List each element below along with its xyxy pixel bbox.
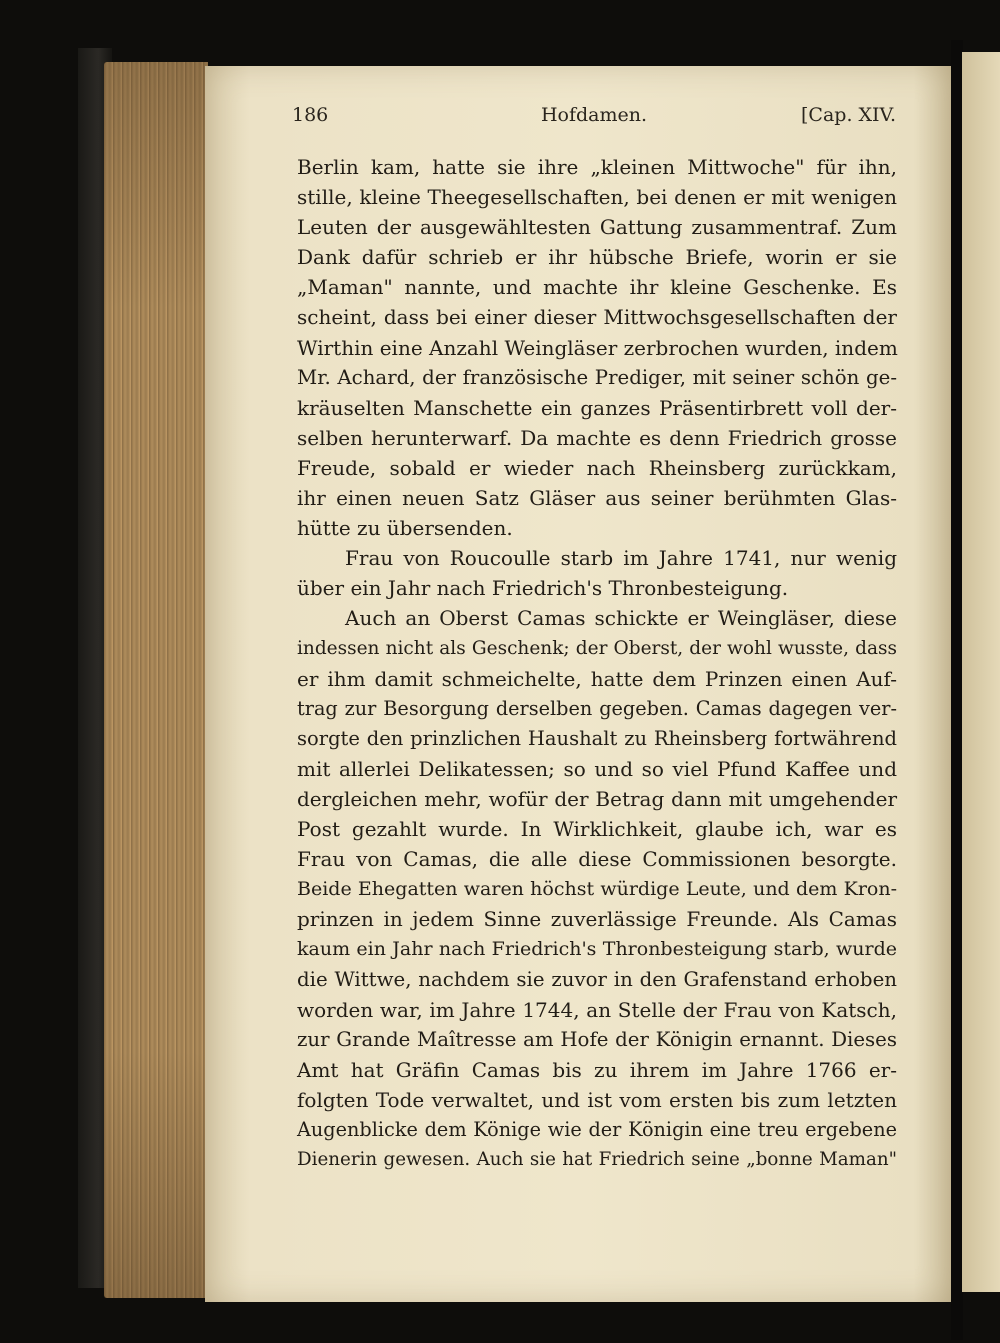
- text-line: selben herunterwarf. Da machte es denn Friedrich grosse: [297, 425, 897, 450]
- text-line: mit allerlei Delikatessen; so und so viel Pfund Kaffee und: [297, 756, 897, 781]
- text-line: die Wittwe, nachdem sie zuvor in den Grafenstand erhoben: [297, 967, 897, 991]
- text-line: zur Grande Maîtresse am Hofe der Königin ernannt. Dieses: [297, 1027, 897, 1051]
- text-line: dergleichen mehr, wofür der Betrag dann mit umgehender: [297, 786, 897, 811]
- running-title: Hofdamen.: [540, 104, 648, 126]
- text-line: hütte zu übersenden.: [297, 516, 513, 541]
- text-line: Amt hat Gräfin Camas bis zu ihrem im Jahre 1766 er-: [297, 1057, 897, 1082]
- text-line: kräuselten Manschette ein ganzes Präsentirbrett voll der-: [297, 395, 897, 420]
- text-line: Freude, sobald er wieder nach Rheinsberg zurückkam,: [297, 455, 897, 480]
- text-line: Dank dafür schrieb er ihr hübsche Briefe, worin er sie: [297, 245, 897, 270]
- text-line: Wirthin eine Anzahl Weingläser zerbrochen wurden, indem: [297, 335, 898, 360]
- text-line: trag zur Besorgung derselben gegeben. Camas dagegen ver-: [297, 696, 897, 720]
- facing-page-edge: [962, 52, 1000, 1292]
- page-number: 186: [292, 104, 329, 126]
- body-text: [297, 152, 897, 1175]
- text-line: Frau von Camas, die alle diese Commissionen besorgte.: [297, 847, 897, 872]
- text-line: „Maman" nannte, und machte ihr kleine Geschenke. Es: [297, 275, 897, 300]
- text-line: scheint, dass bei einer dieser Mittwochsgesellschaften der: [297, 305, 897, 330]
- text-line: kaum ein Jahr nach Friedrich's Thronbesteigung starb, wurde: [297, 938, 897, 961]
- page-edges: [104, 62, 208, 1298]
- text-line: worden war, im Jahre 1744, an Stelle der Frau von Katsch,: [297, 997, 897, 1022]
- text-line: über ein Jahr nach Friedrich's Thronbesteigung.: [297, 576, 789, 601]
- text-line: Augenblicke dem Könige wie der Königin eine treu ergebene: [297, 1118, 897, 1141]
- text-line: sorgte den prinzlichen Haushalt zu Rheinsberg fortwährend: [297, 726, 897, 750]
- text-line: ihr einen neuen Satz Gläser aus seiner berühmten Glas-: [297, 486, 897, 511]
- text-line: prinzen in jedem Sinne zuverlässige Freunde. Als Camas: [297, 907, 897, 932]
- text-line: folgten Tode verwaltet, und ist vom ersten bis zum letzten: [297, 1087, 897, 1112]
- text-line: Auch an Oberst Camas schickte er Weingläser, diese: [345, 606, 897, 631]
- text-line: er ihm damit schmeichelte, hatte dem Prinzen einen Auf-: [297, 666, 897, 691]
- text-line: indessen nicht als Geschenk; der Oberst, der wohl wusste, dass: [297, 637, 897, 659]
- text-line: Dienerin gewesen. Auch sie hat Friedrich seine „bonne Maman": [297, 1149, 897, 1171]
- text-line: Post gezahlt wurde. In Wirklichkeit, glaube ich, war es: [297, 817, 897, 842]
- text-line: stille, kleine Theegesellschaften, bei denen er mit wenigen: [297, 185, 897, 210]
- text-line: Mr. Achard, der französische Prediger, mit seiner schön ge-: [297, 365, 897, 389]
- text-line: Beide Ehegatten waren höchst würdige Leute, und dem Kron-: [297, 878, 897, 901]
- text-line: Frau von Roucoulle starb im Jahre 1741, nur wenig: [345, 546, 897, 571]
- chapter-label: [Cap. XIV.: [801, 104, 896, 126]
- running-header: [292, 104, 896, 136]
- text-line: Berlin kam, hatte sie ihre „kleinen Mittwoche" für ihn,: [297, 155, 897, 179]
- text-line: Leuten der ausgewähltesten Gattung zusammentraf. Zum: [297, 215, 897, 240]
